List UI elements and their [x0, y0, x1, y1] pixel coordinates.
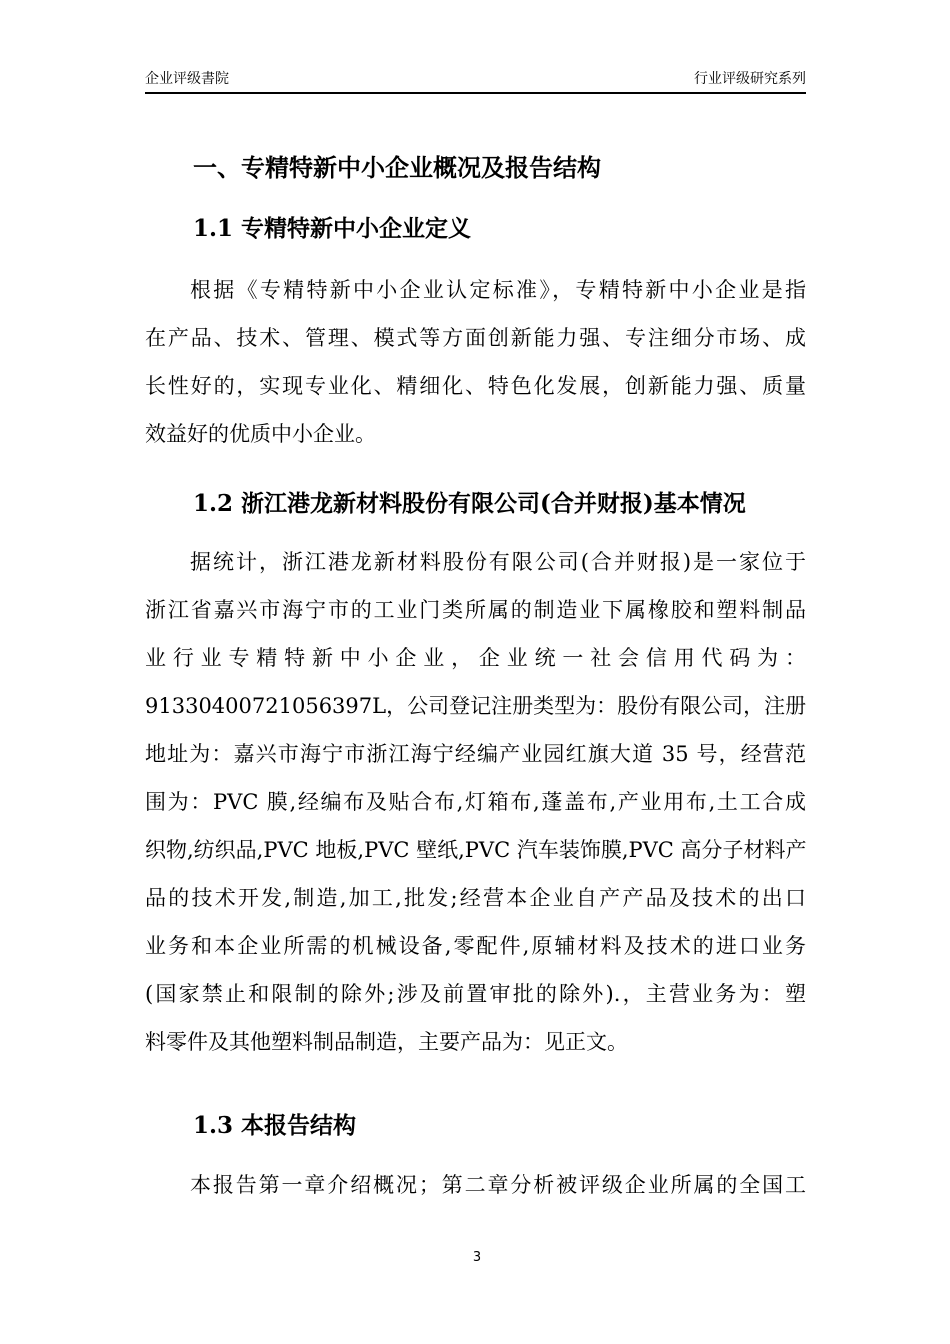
- paragraph-line: 业行业专精特新中小企业，企业统一社会信用代码为：: [145, 646, 806, 670]
- header-left: 企业评级書院: [145, 71, 229, 87]
- section-1-3-title: 1.3 本报告结构: [193, 1112, 357, 1139]
- paragraph-line: 品的技术开发,制造,加工,批发;经营本企业自产产品及技术的出口: [145, 886, 806, 910]
- paragraph-line: 地址为：嘉兴市海宁市浙江海宁经编产业园红旗大道 35 号，经营范: [145, 742, 806, 766]
- paragraph-line: 91330400721056397L，公司登记注册类型为：股份有限公司，注册: [145, 694, 807, 718]
- paragraph-line: 效益好的优质中小企业。: [145, 422, 376, 446]
- page-number: 3: [472, 1250, 482, 1265]
- paragraph-line: 据统计，浙江港龙新材料股份有限公司(合并财报)是一家位于: [190, 550, 806, 574]
- paragraph-line: 在产品、技术、管理、模式等方面创新能力强、专注细分市场、成: [145, 326, 806, 350]
- header-right: 行业评级研究系列: [694, 71, 806, 87]
- paragraph-line: 料零件及其他塑料制品制造，主要产品为：见正文。: [145, 1030, 628, 1054]
- paragraph-line: 长性好的，实现专业化、精细化、特色化发展，创新能力强、质量: [145, 374, 806, 398]
- paragraph-line: 根据《专精特新中小企业认定标准》，专精特新中小企业是指: [190, 278, 806, 302]
- paragraph-line: 织物,纺织品,PVC 地板,PVC 壁纸,PVC 汽车装饰膜,PVC 高分子材料产: [145, 838, 807, 862]
- paragraph-line: 浙江省嘉兴市海宁市的工业门类所属的制造业下属橡胶和塑料制品: [145, 598, 806, 622]
- chapter-title: 一、专精特新中小企业概况及报告结构: [193, 153, 601, 182]
- paragraph-line: 围为：PVC 膜,经编布及贴合布,灯箱布,蓬盖布,产业用布,土工合成: [145, 790, 806, 814]
- section-1-1-title: 1.1 专精特新中小企业定义: [193, 215, 472, 242]
- section-1-2-title: 1.2 浙江港龙新材料股份有限公司(合并财报)基本情况: [193, 490, 746, 517]
- paragraph-line: 业务和本企业所需的机械设备,零配件,原辅材料及技术的进口业务: [145, 934, 806, 958]
- paragraph-line: 本报告第一章介绍概况；第二章分析被评级企业所属的全国工: [190, 1173, 806, 1197]
- header-rule: [145, 92, 806, 94]
- paragraph-line: (国家禁止和限制的除外;涉及前置审批的除外).，主营业务为：塑: [145, 982, 806, 1006]
